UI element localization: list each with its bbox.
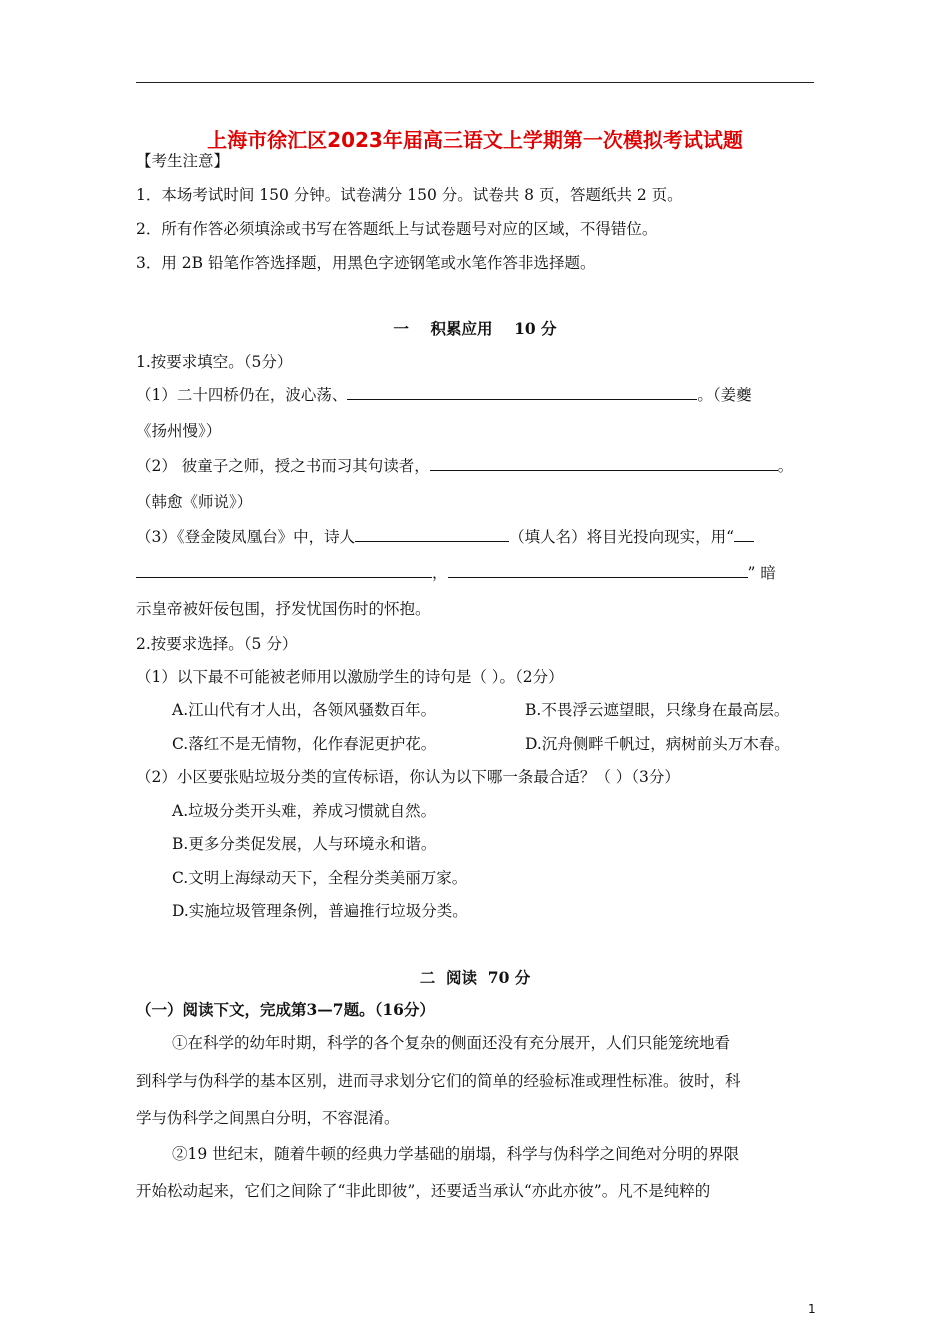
notice-item: 2．所有作答必须填涂或书写在答题纸上与试卷题号对应的区域，不得错位。 xyxy=(136,220,658,238)
paragraph-line: ②19 世纪末，随着牛顿的经典力学基础的崩塌，科学与伪科学之间绝对分明的界限 xyxy=(172,1145,740,1163)
option: A.垃圾分类开头难，养成习惯就自然。 xyxy=(172,802,437,820)
question-text: 。 xyxy=(777,457,794,475)
top-rule xyxy=(136,82,814,83)
answer-blank[interactable] xyxy=(734,526,754,542)
question-1-stem: 1.按要求填空。（5分） xyxy=(136,353,293,371)
option: B.不畏浮云遮望眼，只缘身在最高层。 xyxy=(525,701,790,719)
question-text: ， xyxy=(432,564,448,582)
option: C.文明上海绿动天下，全程分类美丽万家。 xyxy=(172,869,468,887)
question-text: ” 暗 xyxy=(747,564,776,582)
notice-heading: 【考生注意】 xyxy=(136,152,230,170)
question-2-1-stem: （1）以下最不可能被老师用以激励学生的诗句是（ ）。（2分） xyxy=(136,668,564,686)
question-1-1 xyxy=(136,384,752,406)
question-2-stem: 2.按要求选择。（5 分） xyxy=(136,635,298,653)
question-1-3 xyxy=(136,526,754,548)
answer-blank[interactable] xyxy=(136,562,432,578)
option: D.实施垃圾管理条例，普遍推行垃圾分类。 xyxy=(172,902,468,920)
option: C.落红不是无情物，化作春泥更护花。 xyxy=(172,735,437,753)
answer-blank[interactable] xyxy=(448,562,748,578)
section-heading-2: 二 阅读 70 分 xyxy=(419,968,531,987)
option: D.沉舟侧畔千帆过，病树前头万木春。 xyxy=(525,735,790,753)
question-1-2 xyxy=(136,455,793,477)
question-1-3-end: 示皇帝被奸佞包围，抒发忧国伤时的怀抱。 xyxy=(136,600,431,618)
reading-part-heading: （一）阅读下文，完成第3—7题。（16分） xyxy=(136,1000,435,1019)
paragraph-line: 到科学与伪科学的基本区别，进而寻求划分它们的简单的经验标准或理性标准。彼时，科 xyxy=(136,1072,741,1090)
question-1-2-source: （韩愈《师说》） xyxy=(136,493,253,511)
answer-blank[interactable] xyxy=(347,384,697,400)
page-title: 上海市徐汇区2023年届高三语文上学期第一次模拟考试试题 xyxy=(207,128,743,152)
question-text: （3）《登金陵凤凰台》中，诗人 xyxy=(136,528,356,546)
option: B.更多分类促发展，人与环境永和谐。 xyxy=(172,835,437,853)
question-1-3-cont xyxy=(136,562,776,584)
page-number: 1 xyxy=(808,1302,816,1316)
question-text: （填人名）将目光投向现实，用“ xyxy=(509,528,735,546)
section-heading-1: 一 积累应用 10 分 xyxy=(393,319,557,338)
notice-item: 1．本场考试时间 150 分钟。试卷满分 150 分。试卷共 8 页，答题纸共 2 页。 xyxy=(136,186,683,204)
paragraph-line: 学与伪科学之间黑白分明，不容混淆。 xyxy=(136,1109,400,1127)
paragraph-line: 开始松动起来，它们之间除了“非此即彼”，还要适当承认“亦此亦彼”。凡不是纯粹的 xyxy=(136,1182,711,1200)
question-text: 。（姜夔 xyxy=(697,386,752,404)
answer-blank[interactable] xyxy=(355,526,509,542)
question-text: （1）二十四桥仍在，波心荡、 xyxy=(136,386,348,404)
notice-item: 3．用 2B 铅笔作答选择题，用黑色字迹钢笔或水笔作答非选择题。 xyxy=(136,254,596,272)
question-2-2-stem: （2）小区要张贴垃圾分类的宣传标语，你认为以下哪一条最合适？（ ）（3分） xyxy=(136,768,680,786)
paragraph-line: ①在科学的幼年时期，科学的各个复杂的侧面还没有充分展开，人们只能笼统地看 xyxy=(172,1034,731,1052)
option: A.江山代有才人出，各领风骚数百年。 xyxy=(172,701,437,719)
answer-blank[interactable] xyxy=(430,455,778,471)
question-1-1-source: 《扬州慢》） xyxy=(136,422,222,440)
question-text: （2） 彼童子之师，授之书而习其句读者， xyxy=(136,457,430,475)
